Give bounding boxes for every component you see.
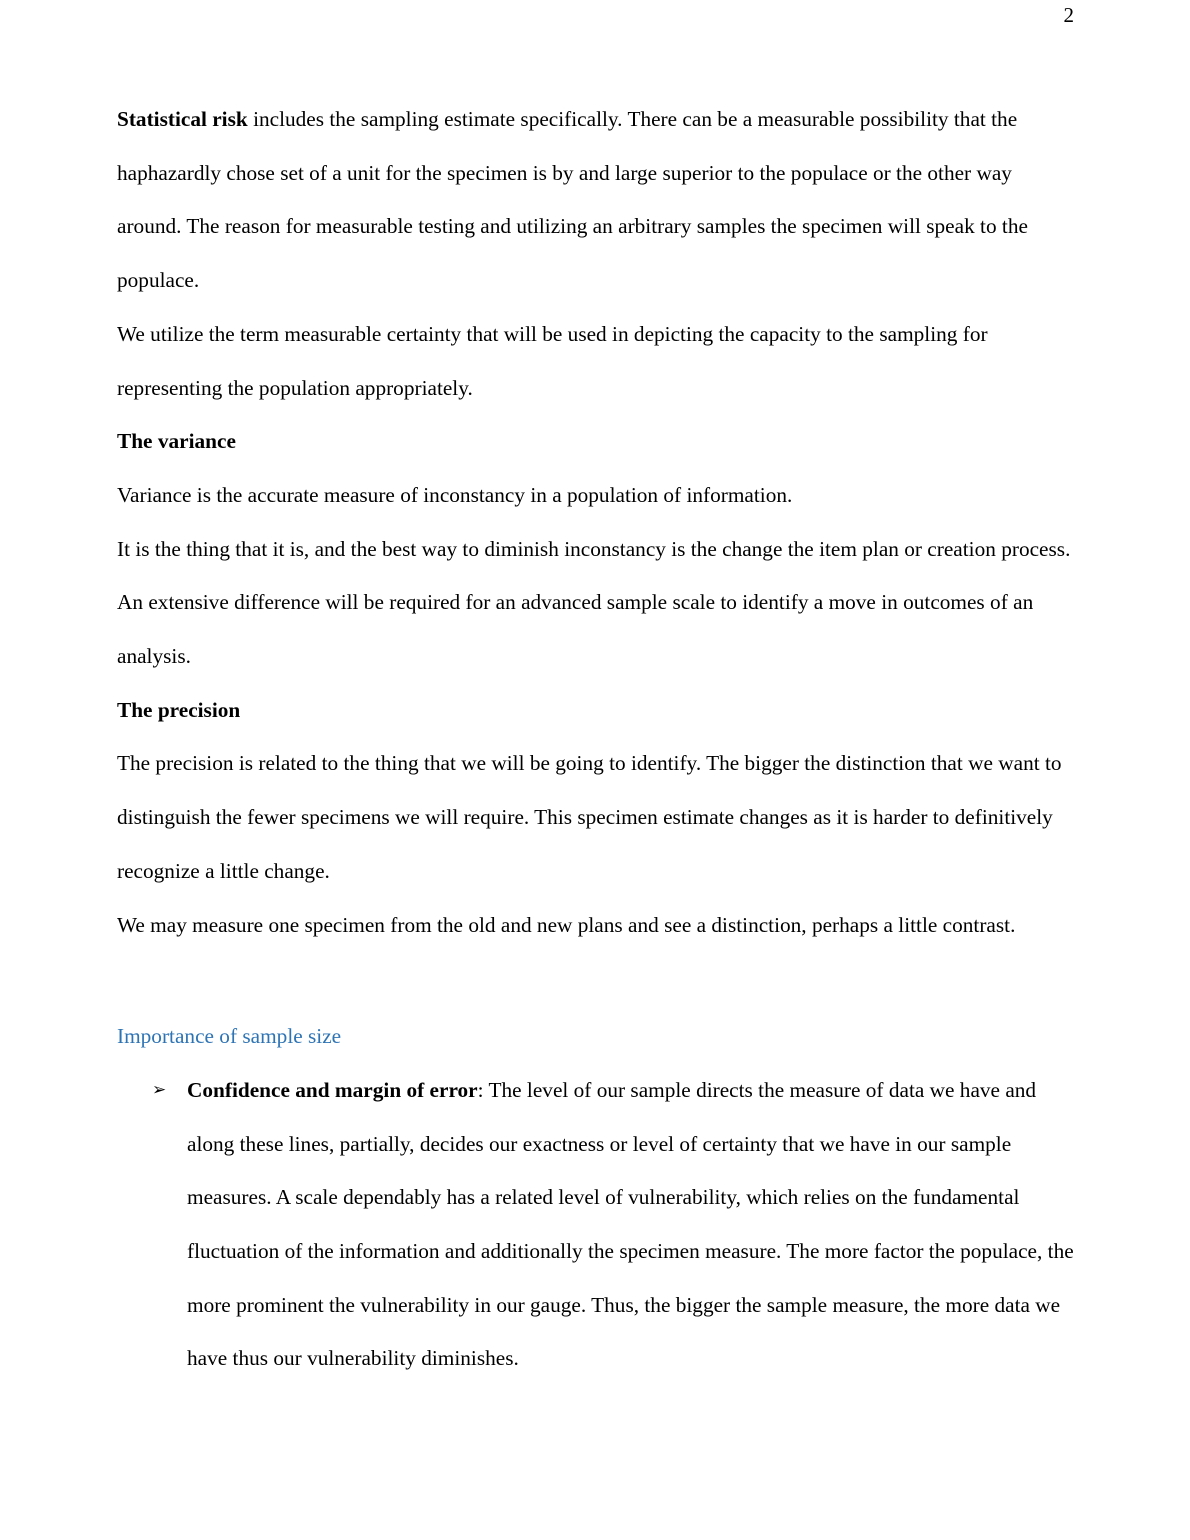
statistical-risk-term: Statistical risk: [117, 107, 248, 131]
precision-example-paragraph: We may measure one specimen from the old and new plans and see a distinction, perhaps a little contrast.: [117, 912, 1016, 937]
sample-size-heading: Importance of sample size: [117, 1024, 342, 1049]
confidence-term: Confidence and margin of error: [187, 1077, 478, 1102]
section-spacer: [117, 952, 1077, 1010]
precision-heading: The precision: [117, 697, 241, 722]
variance-definition-paragraph: Variance is the accurate measure of inconstancy in a population of information.: [117, 482, 793, 507]
page-number: 2: [1063, 3, 1074, 27]
variance-explanation-paragraph: It is the thing that it is, and the best way to diminish inconstancy is the change the item plan or creation process. An extensive difference will be required for an advanced sample scale to identify a move in outcomes of an analysis.: [117, 536, 1071, 669]
arrowhead-bullet-icon: ➢: [152, 1079, 167, 1100]
statistical-risk-text: includes the sampling estimate specifically. There can be a measurable possibility that the haphazardly chose set of a unit for the specimen is by and large superior to the populace or the other way around. The reason for measurable testing and utilizing an arbitrary samples the specimen will speak to the populace.: [117, 107, 1028, 293]
measurable-certainty-paragraph: We utilize the term measurable certainty that will be used in depicting the capacity to the sampling for representing the population appropriately.: [117, 321, 988, 400]
statistical-risk-paragraph: [117, 93, 1077, 308]
document-body: [117, 93, 1077, 1386]
variance-heading: The variance: [117, 429, 236, 454]
precision-explanation-paragraph: The precision is related to the thing that we will be going to identify. The bigger the distinction that we want to distinguish the fewer specimens we will require. This specimen estimate changes as it is harder to definitively recognize a little change.: [117, 751, 1062, 883]
confidence-bullet-item: [117, 1064, 1077, 1386]
confidence-text: : The level of our sample directs the measure of data we have and along these lines, partially, decides our exactness or level of certainty that we have in our sample measures. A scale dependably has a related level of vulnerability, which relies on the fundamental fluctuation of the information and additionally the specimen measure. The more factor the populace, the more prominent the vulnerability in our gauge. Thus, the bigger the sample measure, the more data we have thus our vulnerability diminishes.: [187, 1077, 1074, 1371]
